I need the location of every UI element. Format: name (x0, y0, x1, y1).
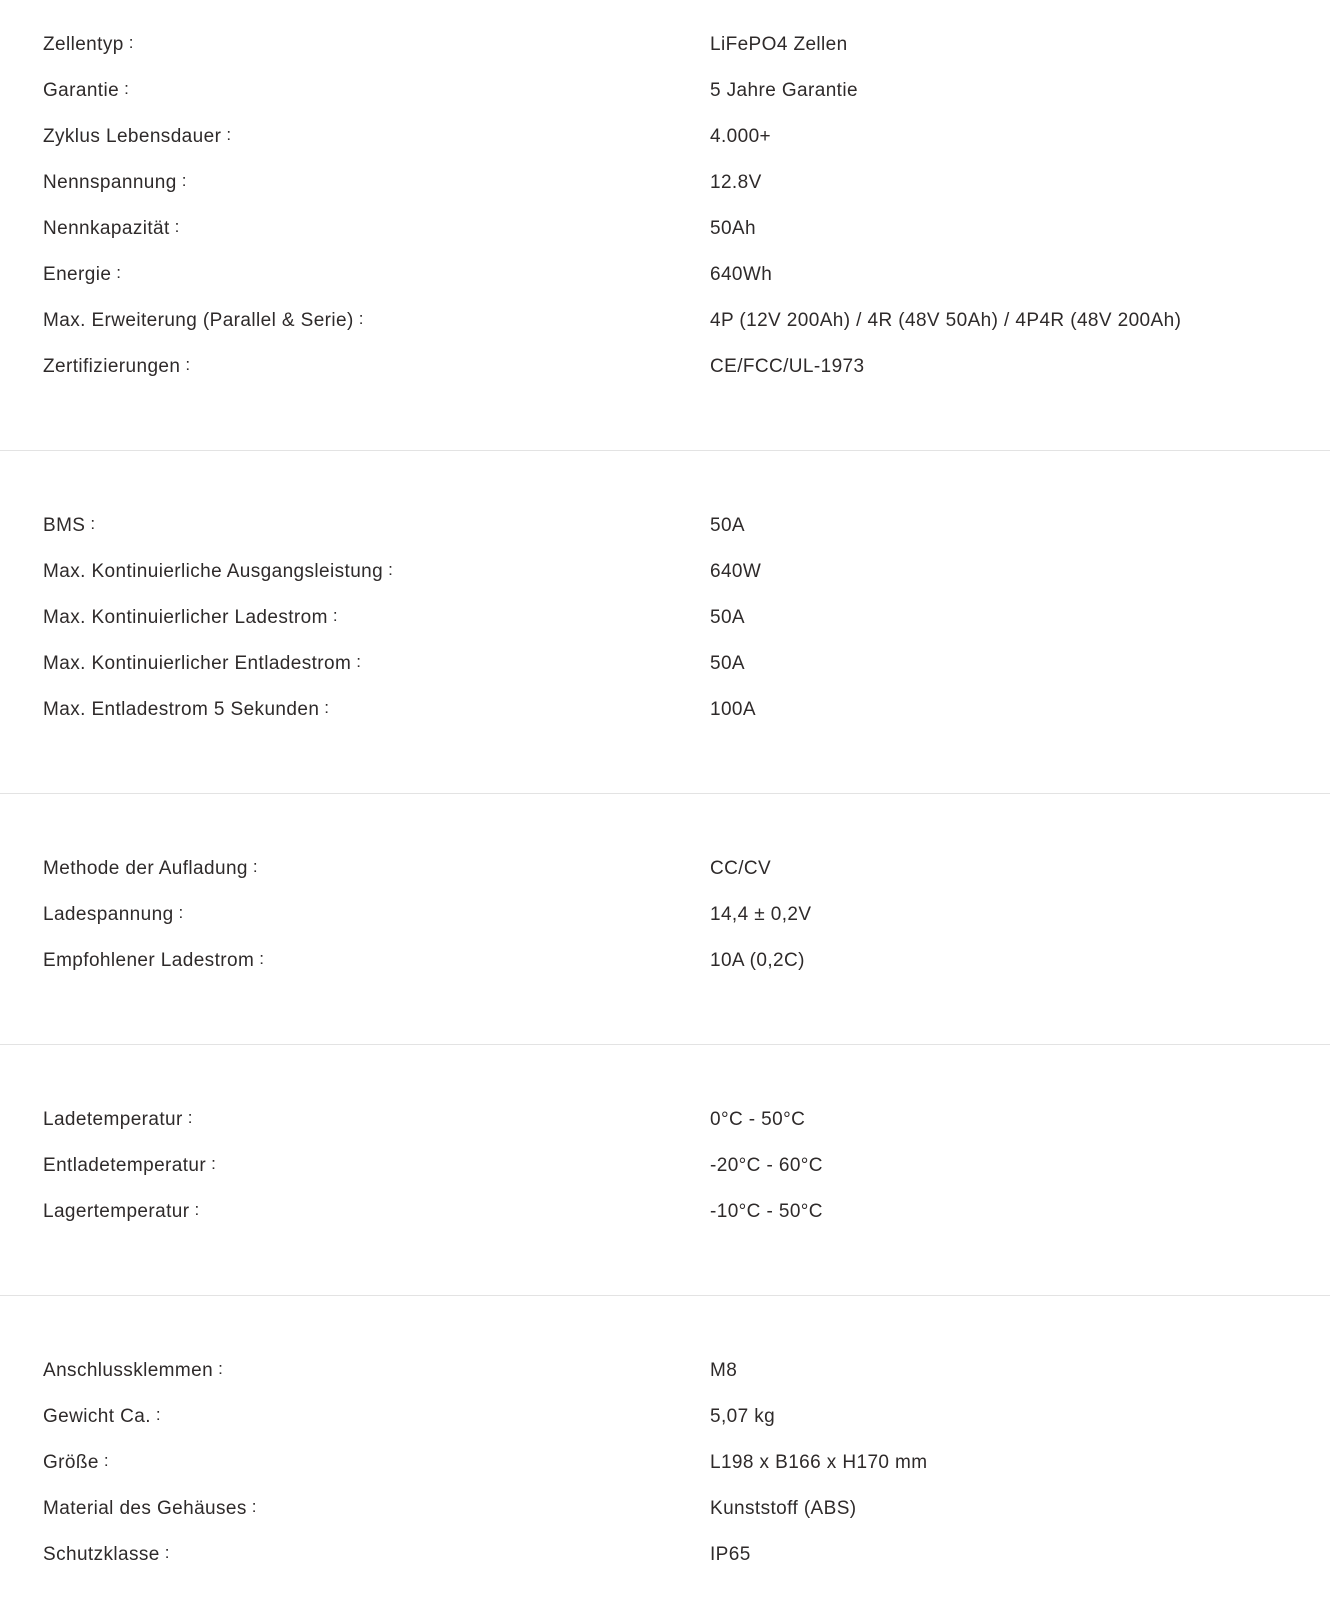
spec-label: Zyklus Lebensdauer (43, 126, 222, 147)
spec-label-cell (43, 607, 710, 629)
spec-value: 50A (710, 653, 746, 674)
spec-label-cell (43, 310, 710, 332)
spec-value: 5,07 kg (710, 1406, 776, 1427)
spec-label: Material des Gehäuses (43, 1498, 247, 1519)
spec-label-colon: : (116, 262, 122, 282)
spec-label-colon: : (178, 902, 184, 922)
spec-label-colon: : (211, 1153, 217, 1173)
spec-value: 640W (710, 561, 762, 582)
spec-label: Max. Entladestrom 5 Sekunden (43, 699, 320, 720)
spec-label-cell (43, 80, 710, 102)
spec-value: -20°C - 60°C (710, 1155, 823, 1176)
spec-value: 0°C - 50°C (710, 1109, 806, 1130)
spec-label: Lagertemperatur (43, 1201, 190, 1222)
spec-row (43, 1394, 1330, 1440)
spec-value: 4.000+ (710, 126, 772, 147)
spec-label: Zertifizierungen (43, 356, 181, 377)
spec-row (43, 1348, 1330, 1394)
spec-label-colon: : (164, 1542, 170, 1562)
spec-value: 100A (710, 699, 756, 720)
spec-value: LiFePO4 Zellen (710, 34, 848, 55)
spec-label: Ladetemperatur (43, 1109, 183, 1130)
spec-label-cell (43, 653, 710, 675)
spec-label-cell (43, 858, 710, 880)
spec-row (43, 846, 1330, 892)
spec-label: Anschlussklemmen (43, 1360, 214, 1381)
spec-label-colon: : (124, 78, 130, 98)
spec-row (43, 160, 1330, 206)
spec-label-colon: : (90, 513, 96, 533)
spec-label-cell (43, 699, 710, 721)
spec-label-colon: : (181, 170, 187, 190)
spec-row (43, 549, 1330, 595)
spec-label: Ladespannung (43, 904, 174, 925)
spec-row (43, 503, 1330, 549)
spec-label-cell (43, 264, 710, 286)
spec-label-cell (43, 34, 710, 56)
spec-label-colon: : (218, 1358, 224, 1378)
spec-label: Max. Erweiterung (Parallel & Serie) (43, 310, 354, 331)
spec-section-allgemein (0, 0, 1330, 450)
spec-label: Max. Kontinuierliche Ausgangsleistung (43, 561, 384, 582)
spec-label-colon: : (251, 1496, 257, 1516)
spec-label: Empfohlener Ladestrom (43, 950, 255, 971)
spec-label-cell (43, 1452, 710, 1474)
spec-row (43, 252, 1330, 298)
spec-row (43, 1486, 1330, 1532)
spec-label-colon: : (252, 856, 259, 876)
spec-label: Zellentyp (43, 34, 124, 55)
spec-label-cell (43, 1498, 710, 1520)
spec-value: 10A (0,2C) (710, 950, 805, 971)
spec-label-colon: : (358, 308, 364, 328)
spec-label-colon: : (128, 32, 134, 52)
spec-row (43, 641, 1330, 687)
spec-label-colon: : (332, 605, 338, 625)
spec-label-cell (43, 1544, 710, 1566)
spec-label: Max. Kontinuierlicher Ladestrom (43, 607, 328, 628)
spec-section-laden (0, 794, 1330, 1044)
spec-label: BMS (43, 515, 86, 536)
spec-label-colon: : (187, 1107, 193, 1127)
spec-row (43, 892, 1330, 938)
spec-section-leistung (0, 451, 1330, 793)
spec-value: 50A (710, 607, 746, 628)
spec-label: Methode der Aufladung (43, 858, 248, 879)
spec-row (43, 1532, 1330, 1578)
spec-label: Entladetemperatur (43, 1155, 207, 1176)
spec-row (43, 1097, 1330, 1143)
spec-label-colon: : (185, 354, 191, 374)
spec-label: Nennkapazität (43, 218, 170, 239)
spec-value: 5 Jahre Garantie (710, 80, 858, 101)
spec-row (43, 687, 1330, 733)
spec-label-cell (43, 515, 710, 537)
spec-label-colon: : (174, 216, 180, 236)
spec-label: Schutzklasse (43, 1544, 160, 1565)
spec-label-cell (43, 172, 710, 194)
spec-row (43, 938, 1330, 984)
spec-label-cell (43, 1155, 710, 1177)
spec-value: 12.8V (710, 172, 762, 193)
spec-value: Kunststoff (ABS) (710, 1498, 857, 1519)
spec-label-cell (43, 1201, 710, 1223)
spec-label: Garantie (43, 80, 120, 101)
spec-row (43, 206, 1330, 252)
spec-value: -10°C - 50°C (710, 1201, 823, 1222)
spec-value: IP65 (710, 1544, 751, 1565)
spec-row (43, 1189, 1330, 1235)
spec-row (43, 22, 1330, 68)
spec-label-colon: : (103, 1450, 109, 1470)
spec-value: CC/CV (710, 858, 772, 879)
spec-label-colon: : (324, 697, 330, 717)
spec-label-cell (43, 904, 710, 926)
spec-value: 50A (710, 515, 746, 536)
spec-label: Max. Kontinuierlicher Entladestrom (43, 653, 352, 674)
spec-row (43, 114, 1330, 160)
spec-row (43, 298, 1330, 344)
spec-label: Größe (43, 1452, 99, 1473)
spec-value: CE/FCC/UL-1973 (710, 356, 865, 377)
spec-value: L198 x B166 x H170 mm (710, 1452, 928, 1473)
spec-label-colon: : (194, 1199, 200, 1219)
spec-label-cell (43, 1360, 710, 1382)
spec-label: Energie (43, 264, 112, 285)
spec-section-temperatur (0, 1045, 1330, 1295)
spec-label-colon: : (356, 651, 362, 671)
spec-label-cell (43, 218, 710, 240)
spec-row (43, 1440, 1330, 1486)
spec-row (43, 595, 1330, 641)
spec-label-cell (43, 950, 710, 972)
spec-label-cell (43, 561, 710, 583)
spec-value: 50Ah (710, 218, 756, 239)
spec-label-cell (43, 356, 710, 378)
spec-label-colon: : (155, 1404, 162, 1424)
spec-row (43, 344, 1330, 390)
spec-value: M8 (710, 1360, 738, 1381)
spec-value: 14,4 ± 0,2V (710, 904, 812, 925)
spec-row (43, 1143, 1330, 1189)
spec-row (43, 68, 1330, 114)
spec-label-colon: : (226, 124, 232, 144)
spec-label: Nennspannung (43, 172, 177, 193)
spec-label-cell (43, 126, 710, 148)
spec-value: 4P (12V 200Ah) / 4R (48V 50Ah) / 4P4R (48V 200Ah) (710, 310, 1182, 331)
spec-label-cell (43, 1109, 710, 1131)
spec-label-cell (43, 1406, 710, 1428)
spec-label-colon: : (388, 559, 394, 579)
spec-value: 640Wh (710, 264, 773, 285)
spec-label: Gewicht Ca. (43, 1406, 151, 1427)
spec-section-mechanik (0, 1296, 1330, 1598)
spec-label-colon: : (259, 948, 265, 968)
